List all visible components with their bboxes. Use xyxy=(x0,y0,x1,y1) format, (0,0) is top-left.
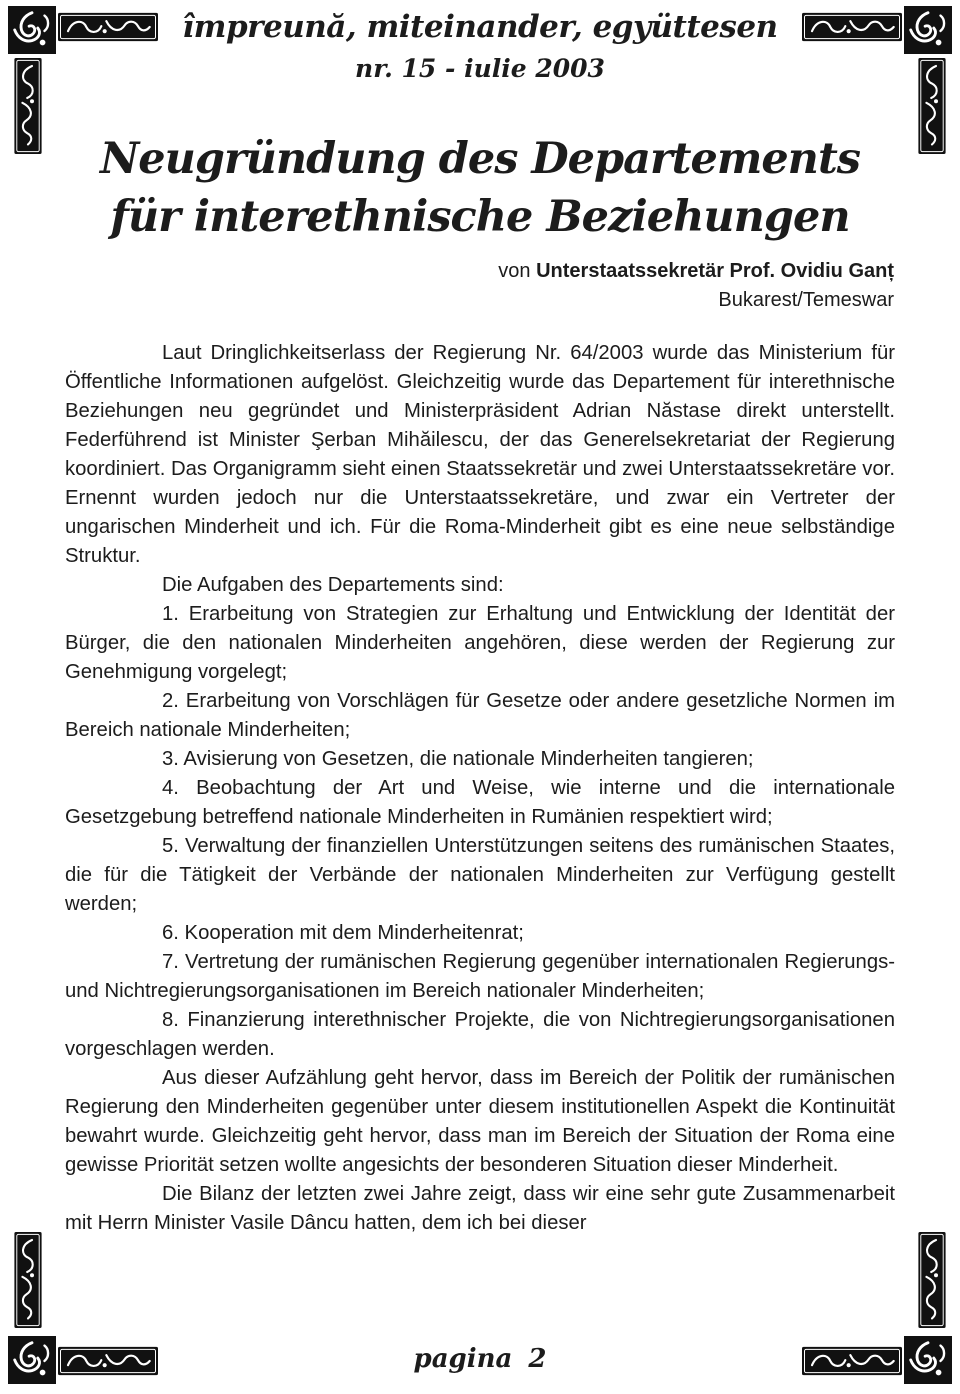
task-item-6: 6. Kooperation mit dem Minderheitenrat; xyxy=(162,922,524,944)
publication-title: împreună, miteinander, együttesen xyxy=(182,9,778,45)
byline-author-line xyxy=(498,257,894,286)
task-item-3: 3. Avisierung von Gesetzen, die nationale Minderheiten tangieren; xyxy=(162,748,754,770)
article-body xyxy=(65,339,895,1238)
paragraph-conclusion: Aus dieser Aufzählung geht hervor, dass im Bereich der Politik der rumänischen Regierung den Minderheiten gegenüber unter diesem institutionellen Aspekt die Kontinuität bewahrt wurde. Gleichzeitig geht hervor, dass man im Bereich der Situation der Roma eine gewisse Priorität setzen wollte angesichts der besonderen Situation dieser Minderheit. xyxy=(65,1067,895,1176)
task-item-1: 1. Erarbeitung von Strategien zur Erhaltung und Entwicklung der Identität der Bürger, die den nationalen Minderheiten angehören, diese werden der Regierung zur Genehmigung vorgelegt; xyxy=(65,603,895,683)
task-item-4: 4. Beobachtung der Art und Weise, wie interne und die internationale Gesetzgebung betreffend nationale Minderheiten in Rumänien respektiert wird; xyxy=(65,777,895,828)
task-item-2: 2. Erarbeitung von Vorschlägen für Gesetze oder andere gesetzliche Normen im Bereich nationale Minderheiten; xyxy=(65,690,895,741)
page-label: pagina xyxy=(413,1344,513,1374)
paragraph-intro: Laut Dringlichkeitserlass der Regierung Nr. 64/2003 wurde das Ministerium für Öffentliche Informationen aufgelöst. Gleichzeitig wurde das Departement für interethnische Beziehungen neu gegründet und Ministerpräsident Adrian Năstase direkt unterstellt. Federführend ist Minister Şerban Mihăilescu, der das Generelsekretariat der Regierung koordiniert. Das Organigramm sieht einen Staatssekretär und zwei Unterstaatssekretäre vor. Ernennt wurden jedoch nur die Unterstaatssekretäre, und zwar ein Vertreter der ungarischen Minderheit und ich. Für die Roma-Minderheit gibt es eine neue selbständige Struktur. xyxy=(65,342,895,567)
page-number: 2 xyxy=(528,1344,547,1374)
byline-prefix: von xyxy=(498,260,531,282)
scroll-border-icon xyxy=(918,1232,946,1328)
author-location: Bukarest/Temeswar xyxy=(718,289,894,311)
task-item-8: 8. Finanzierung interethnischer Projekte, die von Nichtregierungsorganisationen vorgeschlagen werden. xyxy=(65,1009,895,1060)
task-item-7: 7. Vertretung der rumänischen Regierung gegenüber internationalen Regierungs- und Nichtregierungsorganisationen im Bereich nationaler Minderheiten; xyxy=(65,951,895,1002)
issue-date: nr. 15 - iulie 2003 xyxy=(355,54,605,83)
article-headline xyxy=(0,130,960,246)
paragraph-balance: Die Bilanz der letzten zwei Jahre zeigt, dass wir eine sehr gute Zusammenarbeit mit Herrn Minister Vasile Dâncu hatten, dem ich bei dieser xyxy=(65,1183,895,1234)
scroll-border-icon xyxy=(14,1232,42,1328)
page-footer xyxy=(0,1342,960,1376)
task-item-5: 5. Verwaltung der finanziellen Unterstützungen seitens des rumänischen Staates, die für die Tätigkeit der Verbände der nationalen Minderheiten zur Verfügung gestellt werden; xyxy=(65,835,895,915)
byline xyxy=(498,257,894,315)
headline-line-2: für interethnische Beziehungen xyxy=(110,192,850,242)
masthead xyxy=(0,8,960,86)
author-name: Unterstaatssekretär Prof. Ovidiu Ganț xyxy=(536,260,894,282)
headline-line-1: Neugründung des Departements xyxy=(99,134,861,184)
paragraph-tasks-heading: Die Aufgaben des Departements sind: xyxy=(162,574,504,596)
